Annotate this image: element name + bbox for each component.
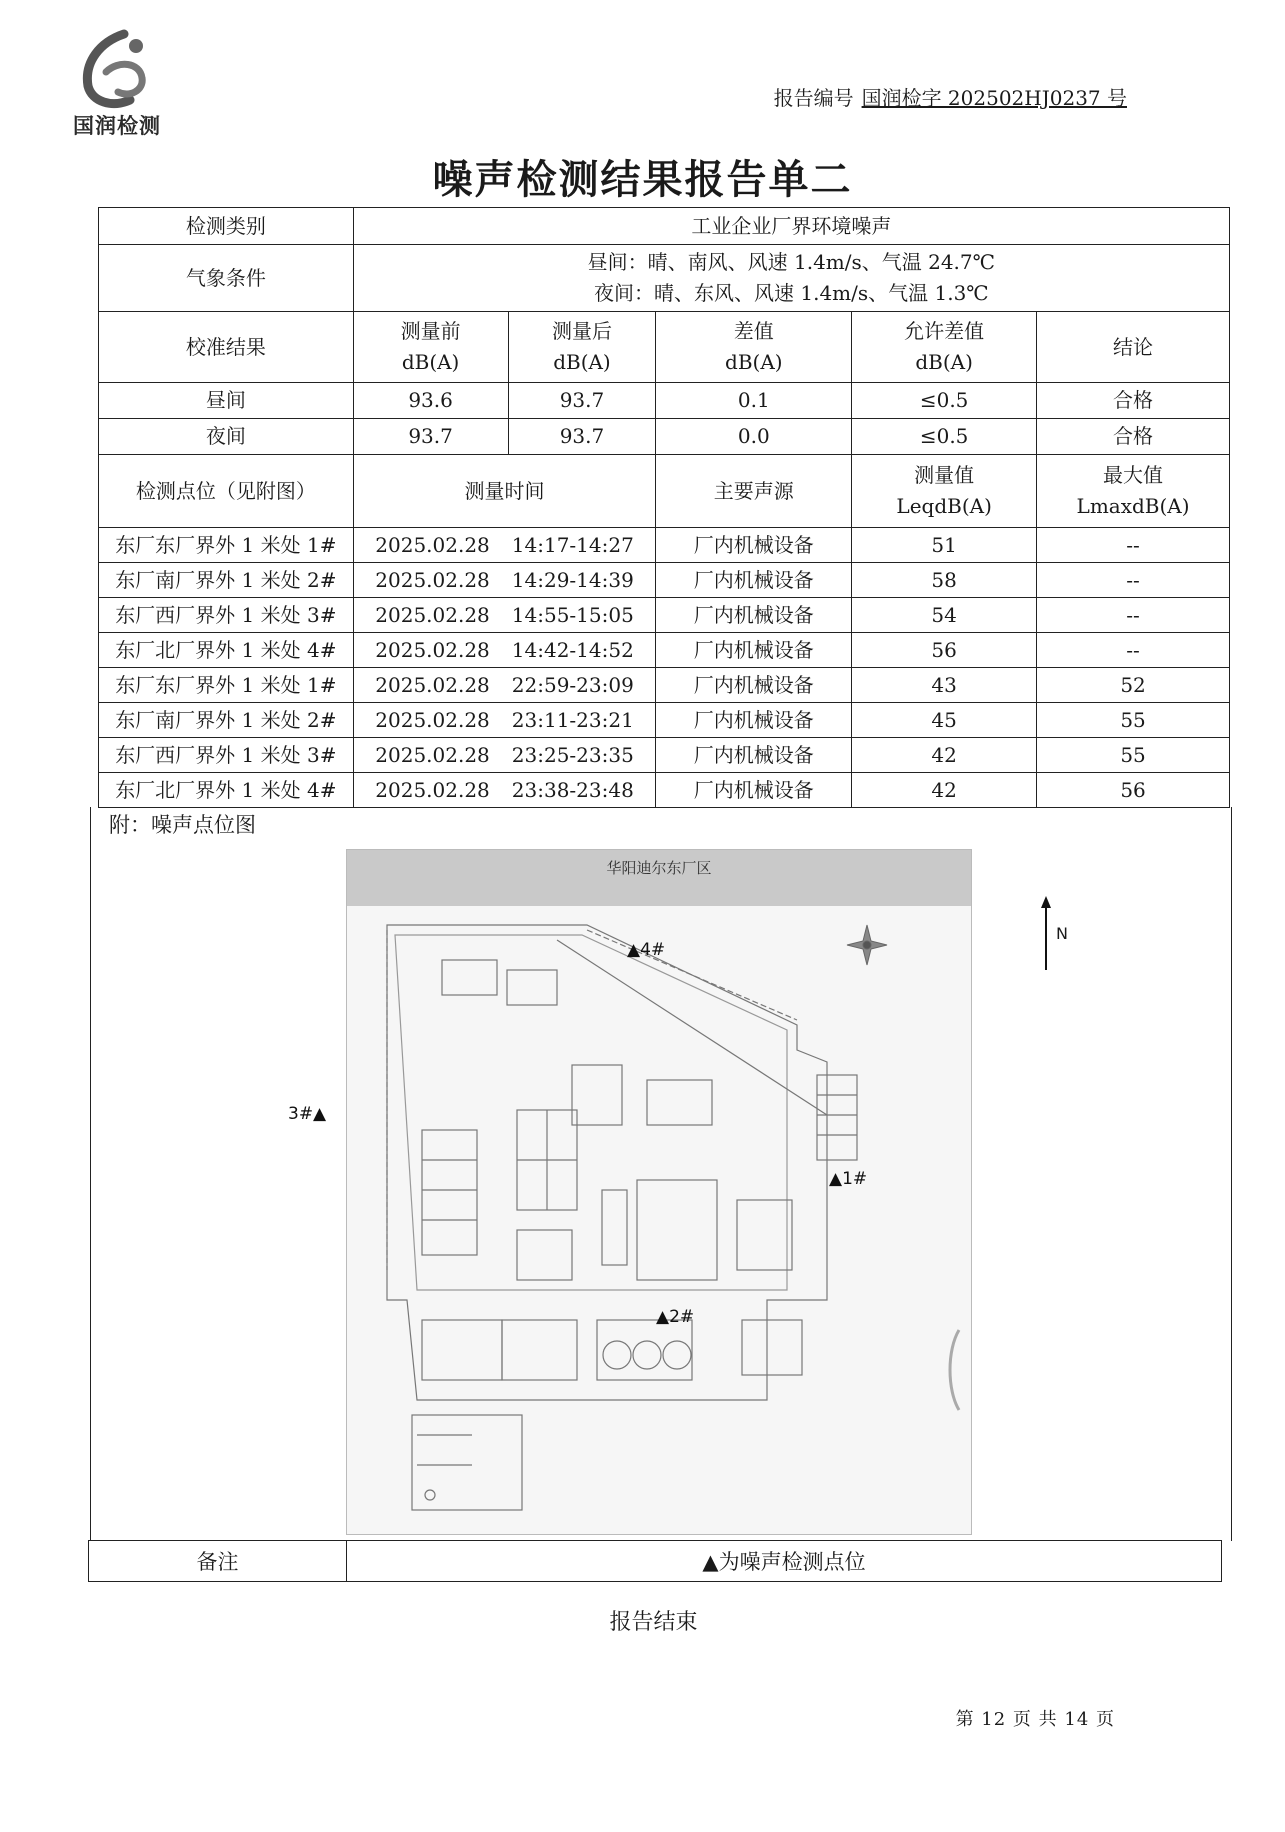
row-lmax: -- bbox=[1037, 563, 1230, 598]
cal-before: 93.6 bbox=[353, 383, 508, 419]
calibration-row bbox=[99, 383, 1230, 419]
company-logo bbox=[62, 28, 172, 140]
remarks-label: 备注 bbox=[89, 1541, 347, 1582]
map-title: 华阳迪尔东厂区 bbox=[347, 850, 971, 906]
category-row bbox=[99, 208, 1230, 245]
row-leq: 42 bbox=[852, 738, 1037, 773]
calibration-row bbox=[99, 419, 1230, 455]
row-time bbox=[353, 633, 656, 668]
row-leq: 56 bbox=[852, 633, 1037, 668]
row-source: 厂内机械设备 bbox=[656, 563, 852, 598]
north-arrow-icon bbox=[1038, 896, 1054, 972]
cal-header-unit: dB(A) bbox=[725, 350, 783, 374]
page-number: 第 12 页 共 14 页 bbox=[955, 1709, 1115, 1730]
row-source: 厂内机械设备 bbox=[656, 598, 852, 633]
row-time-range: 23:11-23:21 bbox=[511, 707, 634, 732]
row-time-range: 14:42-14:52 bbox=[511, 637, 634, 662]
table-row bbox=[99, 668, 1230, 703]
row-time bbox=[353, 528, 656, 563]
header-lmax-name: 最大值 bbox=[1103, 463, 1164, 487]
header-lmax-unit: LmaxdB(A) bbox=[1076, 494, 1190, 518]
row-lmax: 56 bbox=[1037, 773, 1230, 808]
cal-header-name: 测量后 bbox=[551, 319, 612, 343]
table-row bbox=[99, 598, 1230, 633]
calibration-header-row bbox=[99, 312, 1230, 383]
category-value: 工业企业厂界环境噪声 bbox=[353, 208, 1229, 245]
row-point: 东厂西厂界外 1 米处 3# bbox=[99, 738, 354, 773]
cal-header-name: 测量前 bbox=[400, 319, 461, 343]
header-leq-unit: LeqdB(A) bbox=[896, 494, 992, 518]
row-point: 东厂西厂界外 1 米处 3# bbox=[99, 598, 354, 633]
weather-row bbox=[99, 245, 1230, 312]
report-number-value: 国润检字 202502HJ0237 号 bbox=[861, 86, 1127, 110]
row-leq: 42 bbox=[852, 773, 1037, 808]
point-2-marker: ▲2# bbox=[656, 1307, 695, 1327]
row-point: 东厂南厂界外 1 米处 2# bbox=[99, 563, 354, 598]
cal-before: 93.7 bbox=[353, 419, 508, 455]
row-date: 2025.02.28 bbox=[375, 707, 490, 732]
header-leq bbox=[852, 455, 1037, 528]
cal-header-unit: dB(A) bbox=[401, 350, 460, 374]
row-time-range: 14:55-15:05 bbox=[511, 602, 634, 627]
report-end: 报告结束 bbox=[609, 1610, 698, 1635]
row-time bbox=[353, 773, 656, 808]
cal-period: 夜间 bbox=[99, 419, 354, 455]
calibration-label: 校准结果 bbox=[99, 312, 354, 383]
cal-header-name: 差值 bbox=[733, 319, 774, 343]
point-3-marker: 3#▲ bbox=[288, 1104, 327, 1124]
remarks-table bbox=[88, 1540, 1222, 1582]
cal-allowed: ≤0.5 bbox=[852, 419, 1037, 455]
cal-conclusion: 合格 bbox=[1037, 383, 1230, 419]
table-row bbox=[99, 738, 1230, 773]
cal-period: 昼间 bbox=[99, 383, 354, 419]
table-row bbox=[99, 563, 1230, 598]
row-date: 2025.02.28 bbox=[375, 532, 490, 557]
figure-caption: 附：噪声点位图 bbox=[109, 813, 256, 837]
row-time-range: 22:59-23:09 bbox=[511, 672, 634, 697]
cal-header-before bbox=[353, 312, 508, 383]
row-lmax: 55 bbox=[1037, 703, 1230, 738]
row-time bbox=[353, 703, 656, 738]
row-time bbox=[353, 598, 656, 633]
row-source: 厂内机械设备 bbox=[656, 528, 852, 563]
table-row bbox=[99, 633, 1230, 668]
row-date: 2025.02.28 bbox=[375, 672, 490, 697]
cal-header-allowed bbox=[852, 312, 1037, 383]
header-leq-name: 测量值 bbox=[914, 463, 975, 487]
row-time bbox=[353, 738, 656, 773]
weather-day: 昼间：晴、南风、风速 1.4m/s、气温 24.7℃ bbox=[587, 250, 996, 274]
row-time-range: 23:38-23:48 bbox=[511, 777, 634, 802]
row-source: 厂内机械设备 bbox=[656, 738, 852, 773]
cal-header-unit: dB(A) bbox=[553, 350, 611, 374]
remarks-value: ▲为噪声检测点位 bbox=[347, 1541, 1222, 1582]
row-lmax: 52 bbox=[1037, 668, 1230, 703]
row-lmax: -- bbox=[1037, 633, 1230, 668]
point-4-marker: ▲4# bbox=[627, 940, 666, 960]
report-number bbox=[774, 82, 1127, 111]
table-row bbox=[99, 703, 1230, 738]
cal-after: 93.7 bbox=[508, 383, 656, 419]
header-lmax bbox=[1037, 455, 1230, 528]
page-title: 噪声检测结果报告单二 bbox=[432, 157, 853, 203]
row-leq: 43 bbox=[852, 668, 1037, 703]
row-date: 2025.02.28 bbox=[375, 777, 490, 802]
header-time: 测量时间 bbox=[353, 455, 656, 528]
row-time bbox=[353, 563, 656, 598]
north-label: N bbox=[1056, 924, 1068, 943]
row-time-range: 23:25-23:35 bbox=[511, 742, 634, 767]
point-1-marker: ▲1# bbox=[829, 1169, 868, 1189]
row-point: 东厂东厂界外 1 米处 1# bbox=[99, 668, 354, 703]
row-point: 东厂北厂界外 1 米处 4# bbox=[99, 633, 354, 668]
row-date: 2025.02.28 bbox=[375, 602, 490, 627]
row-date: 2025.02.28 bbox=[375, 742, 490, 767]
cal-header-diff bbox=[656, 312, 852, 383]
row-time-range: 14:17-14:27 bbox=[511, 532, 634, 557]
cal-conclusion: 合格 bbox=[1037, 419, 1230, 455]
row-leq: 54 bbox=[852, 598, 1037, 633]
detection-header-row bbox=[99, 455, 1230, 528]
row-leq: 58 bbox=[852, 563, 1037, 598]
row-source: 厂内机械设备 bbox=[656, 668, 852, 703]
remarks-row bbox=[89, 1541, 1222, 1582]
cal-header-name: 允许差值 bbox=[904, 319, 985, 343]
cal-header-after bbox=[508, 312, 656, 383]
row-source: 厂内机械设备 bbox=[656, 703, 852, 738]
cal-diff: 0.1 bbox=[656, 383, 852, 419]
row-time-range: 14:29-14:39 bbox=[511, 567, 634, 592]
row-point: 东厂东厂界外 1 米处 1# bbox=[99, 528, 354, 563]
weather-night: 夜间：晴、东风、风速 1.4m/s、气温 1.3℃ bbox=[594, 281, 989, 305]
row-leq: 45 bbox=[852, 703, 1037, 738]
row-lmax: -- bbox=[1037, 598, 1230, 633]
row-date: 2025.02.28 bbox=[375, 567, 490, 592]
cal-after: 93.7 bbox=[508, 419, 656, 455]
results-table bbox=[98, 207, 1230, 808]
cal-diff: 0.0 bbox=[656, 419, 852, 455]
cal-header-conclusion: 结论 bbox=[1037, 312, 1230, 383]
logo-mark-icon bbox=[62, 28, 172, 114]
header-source: 主要声源 bbox=[656, 455, 852, 528]
table-row bbox=[99, 528, 1230, 563]
row-date: 2025.02.28 bbox=[375, 637, 490, 662]
row-lmax: 55 bbox=[1037, 738, 1230, 773]
header-point: 检测点位（见附图） bbox=[99, 455, 354, 528]
row-point: 东厂南厂界外 1 米处 2# bbox=[99, 703, 354, 738]
cal-header-unit: dB(A) bbox=[915, 350, 973, 374]
category-label: 检测类别 bbox=[99, 208, 354, 245]
logo-text: 国润检测 bbox=[73, 114, 161, 138]
report-number-label: 报告编号 bbox=[773, 86, 854, 110]
row-lmax: -- bbox=[1037, 528, 1230, 563]
row-source: 厂内机械设备 bbox=[656, 773, 852, 808]
cal-allowed: ≤0.5 bbox=[852, 383, 1037, 419]
table-row bbox=[99, 773, 1230, 808]
row-point: 东厂北厂界外 1 米处 4# bbox=[99, 773, 354, 808]
figure-section bbox=[90, 807, 1232, 1541]
row-time bbox=[353, 668, 656, 703]
weather-value bbox=[353, 245, 1229, 312]
weather-label: 气象条件 bbox=[99, 245, 354, 312]
row-leq: 51 bbox=[852, 528, 1037, 563]
row-source: 厂内机械设备 bbox=[656, 633, 852, 668]
